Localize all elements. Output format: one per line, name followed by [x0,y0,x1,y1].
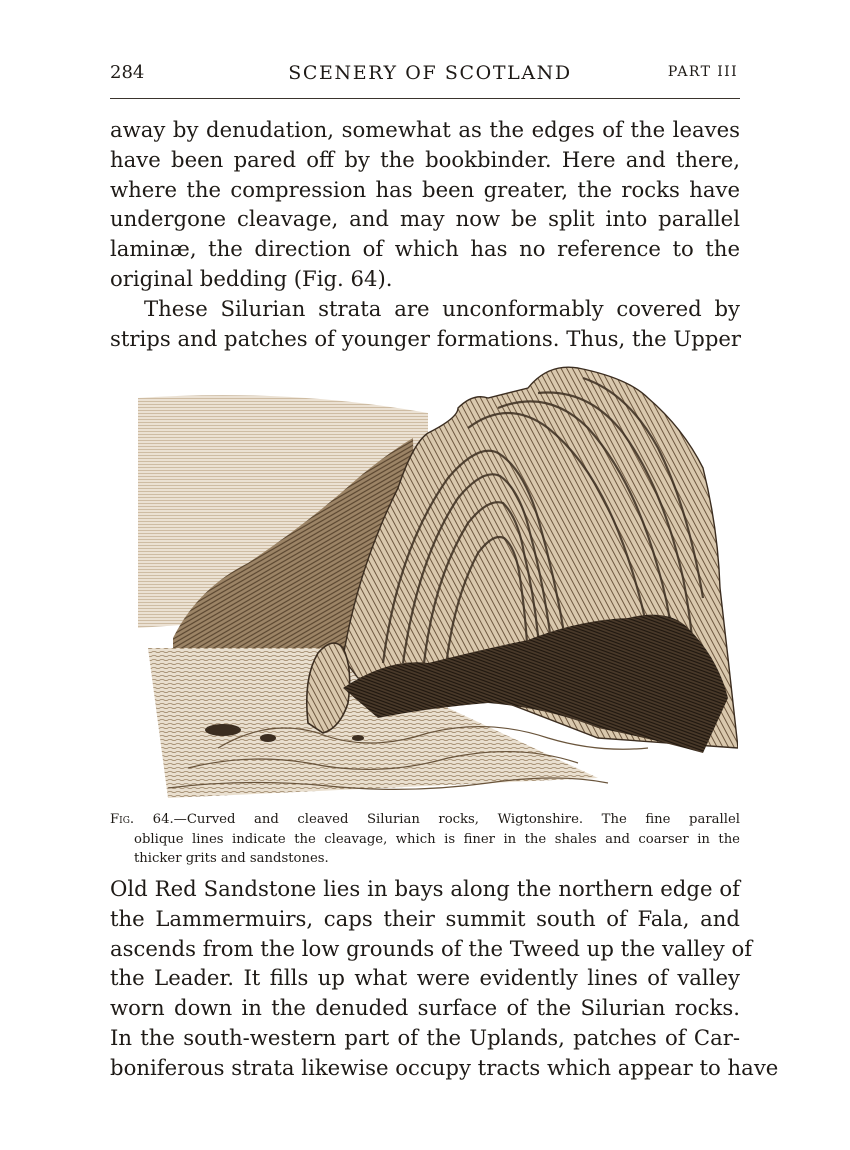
text-line: strips and patches of younger formations. Thus, the Upper [110,325,742,351]
text-line: the Leader. It fills up what were evidently lines of valley [110,965,740,991]
text-line: These Silurian strata are unconformably covered by [144,295,740,321]
figure-engraving [128,358,738,804]
text-line: Old Red Sandstone lies in bays along the northern edge of [110,876,740,901]
header-rule [110,98,740,99]
figure-caption [110,810,740,869]
text-line: worn down in the denuded surface of the Silurian rocks. [110,995,740,1021]
text-line: away by denudation, somewhat as the edges of the leaves [110,117,740,142]
text-line: the Lammermuirs, caps their summit south of Fala, and [110,905,740,931]
body-text-top [110,115,740,353]
part-label: PART III [667,64,738,80]
text-line: undergone cleavage, and may now be split into parallel [110,206,740,232]
figure-label: Fig. 64. [110,812,174,827]
caption-line [110,810,740,830]
text-line: boniferous strata likewise occupy tracts which appear to have [110,1054,779,1080]
text-line: have been pared off by the bookbinder. Here and there, [110,146,740,172]
page-number: 284 [110,62,145,83]
caption-line: thicker grits and sandstones. [134,851,329,866]
running-header [110,60,740,94]
caption-line: oblique lines indicate the cleavage, which is finer in the shales and coarser in the [134,831,740,847]
caption-text: —Curved and cleaved Silurian rocks, Wigtonshire. The fine parallel [173,812,740,827]
text-line: ascends from the low grounds of the Tweed up the valley of [110,935,753,961]
text-line: where the compression has been greater, the rocks have [110,176,740,202]
text-line: laminæ, the direction of which has no reference to the [110,236,740,262]
text-line: In the south-western part of the Uplands, patches of Car- [110,1024,740,1050]
body-text-bottom [110,874,779,1083]
rock-engraving-illustration [128,358,738,804]
text-line: original bedding (Fig. 64). [110,265,393,291]
running-title: SCENERY OF SCOTLAND [288,62,572,84]
